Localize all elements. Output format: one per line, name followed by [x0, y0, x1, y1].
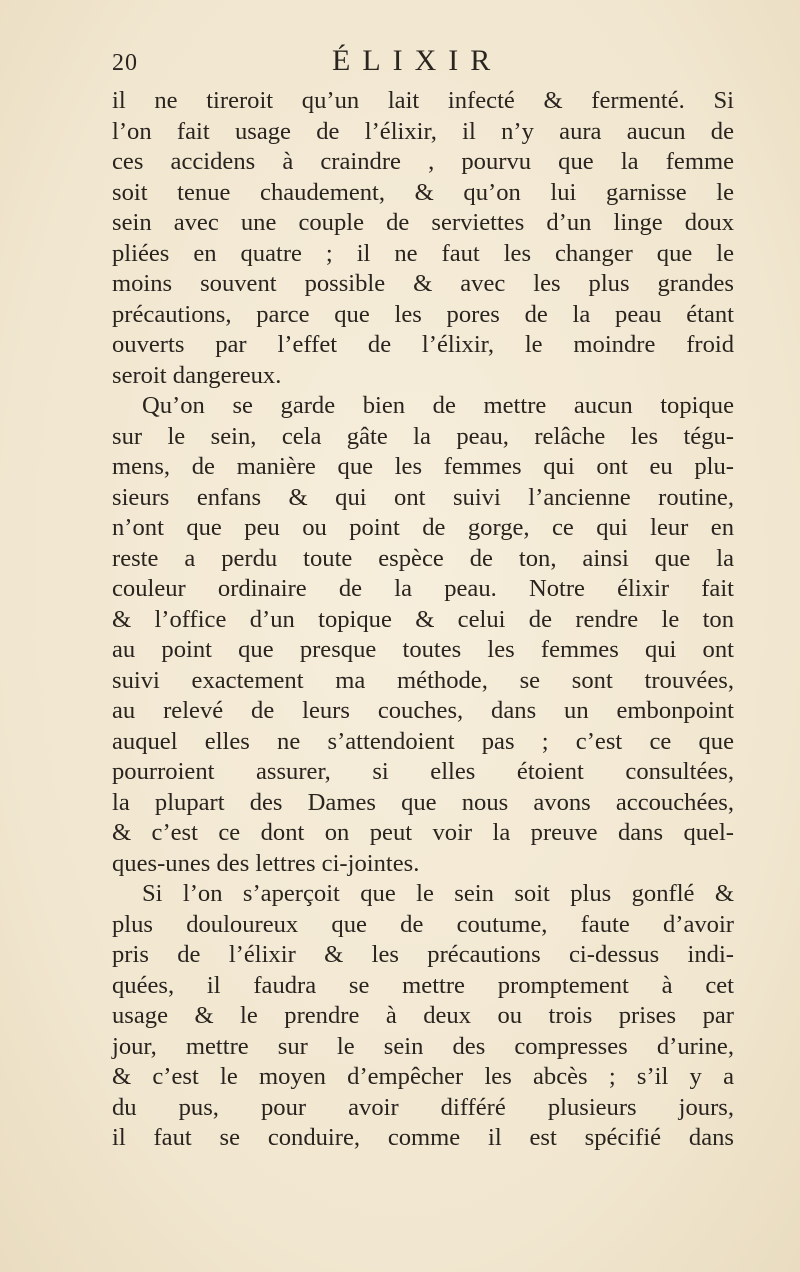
- text-line: couleur ordinaire de la peau. Notre élixir fait: [112, 575, 734, 602]
- text-line: quées, il faudra se mettre promptement à cet: [112, 971, 734, 999]
- text-line: auquel elles ne s’attendoient pas ; c’est ce que: [112, 727, 734, 755]
- text-line: & l’office d’un topique & celui de rendre le ton: [112, 605, 734, 633]
- text-line: mens, de manière que les femmes qui ont eu plu-: [112, 453, 734, 480]
- text-line: sein avec une couple de serviettes d’un linge doux: [112, 209, 734, 236]
- text-line: pourroient assurer, si elles étoient consultées,: [112, 758, 734, 785]
- page-number: 20: [112, 50, 138, 76]
- text-line: la plupart des Dames que nous avons accouchées,: [112, 788, 734, 816]
- text-line: n’ont que peu ou point de gorge, ce qui leur en: [112, 514, 734, 541]
- text-line: sur le sein, cela gâte la peau, relâche les tégu-: [112, 422, 734, 450]
- text-line: sieurs enfans & qui ont suivi l’ancienne routine,: [112, 483, 734, 511]
- text-line: moins souvent possible & avec les plus grandes: [112, 270, 734, 297]
- text-line: & c’est ce dont on peut voir la preuve dans quel-: [112, 819, 734, 846]
- text-line: ques-unes des lettres ci-jointes.: [112, 849, 420, 877]
- text-line: & c’est le moyen d’empêcher les abcès ; s’il y a: [112, 1063, 734, 1090]
- text-line: pris de l’élixir & les précautions ci-dessus indi-: [112, 941, 734, 968]
- text-line: plus douloureux que de coutume, faute d’avoir: [112, 910, 734, 938]
- text-line: soit tenue chaudement, & qu’on lui garnisse le: [112, 178, 734, 206]
- text-line: du pus, pour avoir différé plusieurs jours,: [112, 1093, 734, 1121]
- text-line: au relevé de leurs couches, dans un embonpoint: [112, 697, 734, 724]
- text-line: au point que presque toutes les femmes qui ont: [112, 636, 734, 663]
- paragraph-first-line: Si l’on s’aperçoit que le sein soit plus gonflé &: [142, 880, 734, 907]
- text-line: seroit dangereux.: [112, 361, 282, 389]
- paragraph-first-line: Qu’on se garde bien de mettre aucun topique: [142, 392, 734, 419]
- text-line: jour, mettre sur le sein des compresses d’urine,: [112, 1032, 734, 1060]
- text-line: l’on fait usage de l’élixir, il n’y aura aucun de: [112, 117, 734, 145]
- text-line: ces accidens à craindre , pourvu que la femme: [112, 148, 734, 175]
- text-line: pliées en quatre ; il ne faut les changer que le: [112, 239, 734, 267]
- running-title: ÉLIXIR: [332, 44, 503, 77]
- text-line: usage & le prendre à deux ou trois prises par: [112, 1002, 734, 1029]
- text-line: il faut se conduire, comme il est spécifié dans: [112, 1124, 734, 1151]
- text-line: ouverts par l’effet de l’élixir, le moindre froid: [112, 331, 734, 358]
- running-head: [112, 44, 732, 84]
- text-line: suivi exactement ma méthode, se sont trouvées,: [112, 666, 734, 694]
- text-line: il ne tireroit qu’un lait infecté & fermenté. Si: [112, 87, 734, 114]
- text-line: reste a perdu toute espèce de ton, ainsi que la: [112, 544, 734, 572]
- body-text: [112, 86, 734, 1154]
- text-line: précautions, parce que les pores de la peau étant: [112, 300, 734, 328]
